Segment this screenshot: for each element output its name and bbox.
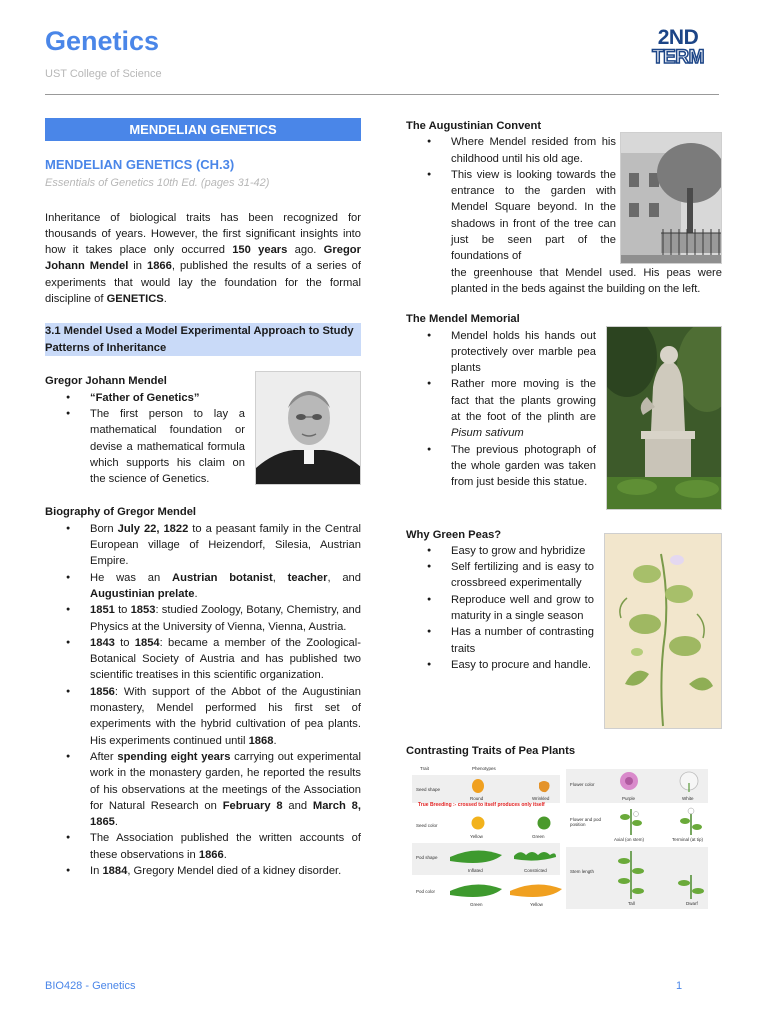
convent-heading: The Augustinian Convent: [406, 120, 542, 132]
footer-page-number: 1: [676, 980, 683, 992]
trait-row: Seed color Yellow Green: [412, 811, 560, 841]
trait-row: Pod color Green Yellow: [412, 877, 560, 909]
biography-heading: Biography of Gregor Mendel: [45, 506, 197, 519]
list-item: ● “Father of Genetics”: [45, 390, 245, 406]
convent-photo-image: [620, 132, 722, 264]
memorial-block: [406, 328, 722, 510]
trait-row: Pod shape Inflated Constricted: [412, 843, 560, 875]
term-badge: [640, 28, 716, 70]
list-item: ● Reproduce well and grow to maturity in a single season: [406, 592, 594, 625]
list-item: ● 1851 to 1853: studied Zoology, Botany, Chemistry, and Physics at the University of Vienna, Vienna, Austria.: [45, 602, 361, 635]
term-badge-word: TERM: [652, 47, 704, 68]
list-item: ● 1843 to 1854: became a member of the Zoological-Botanical Society of Austria and has published two scientific treatises in this scientific organization.: [45, 635, 361, 684]
list-item: ● Has a number of contrasting traits: [406, 624, 594, 657]
traits-heading: Contrasting Traits of Pea Plants: [406, 744, 576, 757]
traits-figure-col-trait: Trait: [420, 766, 429, 772]
peas-heading: Why Green Peas?: [406, 528, 502, 541]
list-item: ● Rather more moving is the fact that the plants growing at the foot of the plinth are Pisum sativum: [406, 376, 596, 441]
true-breeding-note: True Breeding :- crossed to itself produces only itself: [418, 802, 545, 809]
peas-block: [406, 543, 722, 729]
list-item: ● Easy to grow and hybridize: [406, 543, 594, 559]
list-item: ● The previous photograph of the whole garden was taken from just beside this statue.: [406, 442, 596, 491]
list-item: ● The first person to lay a mathematical foundation or devise a mathematical formula which supports his claim on the science of Genetics.: [45, 406, 245, 487]
left-column: [45, 118, 361, 879]
list-item: ● After spending eight years carrying out experimental work in the monastery garden, he reported the results of his observations at the meetings of the Association for Natural Research on February 8 and March 8, 1865.: [45, 749, 361, 830]
list-item: ● Self fertilizing and is easy to crossbreed experimentally: [406, 559, 594, 592]
page-subtitle: UST College of Science: [45, 68, 162, 80]
peas-list: [406, 543, 594, 673]
traits-figure-col-phenotype: Phenotypes: [472, 766, 496, 772]
term-badge-number: 2ND: [657, 26, 699, 49]
list-item: ● Born July 22, 1822 to a peasant family in the Central European village of Heizendorf, Silesia, Austrian Empire.: [45, 521, 361, 570]
footer-course: BIO428 - Genetics: [45, 980, 136, 992]
convent-block: [406, 134, 722, 264]
page-title: Genetics: [45, 26, 160, 56]
trait-row: Flower color Purple White: [566, 769, 708, 803]
memorial-statue-image: [606, 326, 722, 510]
trait-row: Flower and pod position Axial (on stem) Terminal (at tip): [566, 805, 708, 845]
intro-paragraph: Inheritance of biological traits has been recognized for thousands of years. However, the first significant insights into how it takes place only occurred 150 years ago. Gregor Johann Mendel in 1866, published the results of a series of experiments that would lay the foundation for the formal discipline of GENETICS.: [45, 211, 361, 306]
biography-list: [45, 521, 361, 880]
list-item: ● The Association published the written accounts of these observations in 1866.: [45, 830, 361, 863]
list-item: ● Mendel holds his hands out protectively over marble pea plants: [406, 328, 596, 377]
trait-row: Stem length Tall Dwarf: [566, 847, 708, 909]
list-item: ● 1856: With support of the Abbot of the Augustinian monastery, Mendel performed his first set of experiments with the hybrid cultivation of pea plants. His experiments continued until 1868.: [45, 684, 361, 749]
mendel-block: [45, 373, 361, 487]
list-item: ● Where Mendel resided from his childhood until his old age.: [406, 134, 616, 167]
traits-figure: [406, 765, 710, 913]
mendel-portrait-image: [255, 371, 361, 485]
list-item: ● This view is looking towards the entrance to the garden with Mendel Square beyond. In the shadows in front of the tree can just be seen part of the foundations of: [406, 167, 616, 265]
right-column: [406, 118, 722, 913]
list-item: ● Easy to procure and handle.: [406, 657, 594, 673]
convent-continued-text: the greenhouse that Mendel used. His peas were planted in the beds against the building on the left.: [451, 266, 722, 295]
chapter-reference: Essentials of Genetics 10th Ed. (pages 31-42): [45, 177, 270, 190]
list-item: ● He was an Austrian botanist, teacher, and Augustinian prelate.: [45, 570, 361, 603]
trait-row: Seed shape Round Wrinkled: [412, 775, 560, 803]
pea-plant-illustration: [604, 533, 722, 729]
list-item: ● In 1884, Gregory Mendel died of a kidney disorder.: [45, 863, 361, 879]
chapter-title: MENDELIAN GENETICS (CH.3): [45, 157, 235, 172]
memorial-heading: The Mendel Memorial: [406, 313, 520, 326]
header-divider: [45, 94, 719, 95]
section-banner: MENDELIAN GENETICS: [45, 118, 361, 141]
subsection-heading: 3.1 Mendel Used a Model Experimental Approach to Study Patterns of Inheritance: [45, 323, 361, 356]
mendel-heading: Gregor Johann Mendel: [45, 375, 167, 388]
